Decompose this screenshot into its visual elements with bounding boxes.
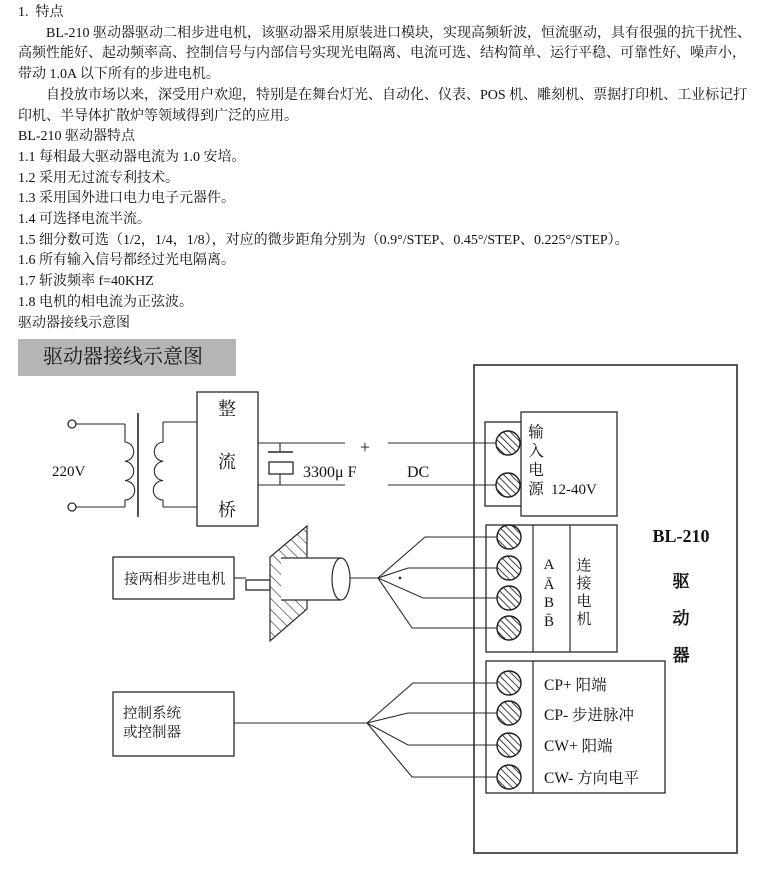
motor-connect-char: 机 [576, 612, 592, 628]
screw-terminal-icon [497, 525, 521, 549]
wire [378, 568, 497, 578]
wire [367, 713, 497, 723]
ac-terminal-icon [68, 420, 76, 428]
power-label-char: 源 [528, 481, 544, 498]
rectifier-bridge-box [197, 392, 258, 526]
doc-line: 驱动器接线示意图 [18, 315, 130, 331]
control-terminal-label: CW+ 阳端 [544, 738, 613, 755]
rectifier-char: 整 [218, 399, 236, 419]
power-label-char: 入 [528, 443, 544, 460]
phase-label: Ā [543, 577, 555, 593]
doc-line: 1.5 细分数可选（1/2，1/4，1/8），对应的微步距角分别为（0.9°/STEP、0.45°/STEP、0.225°/STEP）。 [18, 232, 629, 248]
capacitor-value-label: 3300μ F [303, 464, 357, 481]
doc-line: 1.8 电机的相电流为正弦波。 [18, 294, 193, 310]
secondary-coil-icon [153, 422, 163, 507]
doc-line: BL-210 驱动器特点 [18, 129, 136, 145]
phase-label: B̄ [543, 614, 555, 630]
diagram-title: 驱动器接线示意图 [43, 346, 203, 368]
doc-line: 1.7 斩波频率 f=40KHZ [18, 274, 154, 290]
doc-line: 高频性能好、起动频率高、控制信号与内部信号实现光电隔离、电流可选、结构简单、运行平稳、可靠性好、噪声小， [18, 46, 746, 62]
screw-terminal-icon [497, 556, 521, 580]
motor-terminal-block [486, 525, 617, 652]
control-terminal-label: CW- 方向电平 [544, 770, 640, 787]
plus-sign: + [359, 437, 371, 457]
primary-coil-icon [125, 424, 135, 507]
doc-line: 1.2 采用无过流专利技术。 [18, 170, 179, 186]
screw-terminal-icon [497, 733, 521, 757]
screw-terminal-icon [497, 701, 521, 725]
transformer-symbol [52, 413, 197, 517]
motor-label: 接两相步进电机 [124, 572, 226, 588]
voltage-range-label: 12-40V [551, 482, 597, 498]
driver-model: BL-210 [652, 526, 710, 546]
screw-terminal-icon [497, 671, 521, 695]
electrolytic-capacitor-icon [268, 443, 293, 485]
phase-label: A [543, 557, 555, 573]
motor-connect-char: 接 [576, 576, 592, 592]
doc-line: BL-210 驱动器驱动二相步进电机，该驱动器采用原装进口模块，实现高频斩波，恒流驱动，具有很强的抗干扰性、 [18, 25, 752, 41]
doc-line: 带动 1.0A 以下所有的步进电机。 [18, 67, 220, 83]
screw-terminal-icon [497, 616, 521, 640]
voltage-label: 220V [52, 464, 86, 480]
power-label-char: 输 [528, 424, 544, 441]
doc-line: 1. 特点 [18, 5, 64, 20]
doc-line: 自投放市场以来，深受用户欢迎，特别是在舞台灯光、自动化、仪表、POS 机、雕刻机、票据打印机、工业标记打 [18, 87, 748, 103]
ac-terminal-icon [68, 503, 76, 511]
doc-line: 1.6 所有输入信号都经过光电隔离。 [18, 253, 235, 269]
wire [367, 723, 497, 745]
screw-terminal-icon [497, 586, 521, 610]
stepper-motor-drawing [113, 526, 350, 641]
control-system-box [113, 683, 497, 777]
driver-name-char: 动 [672, 609, 690, 628]
rectifier-char: 桥 [218, 500, 236, 520]
driver-name-char: 器 [672, 646, 690, 665]
dc-bus [258, 437, 496, 485]
power-label-char: 电 [528, 462, 544, 479]
shaft-coupling-icon [246, 580, 270, 590]
doc-line: 1.4 可选择电流半流。 [18, 212, 151, 228]
dot [399, 577, 402, 580]
motor-connect-char: 电 [576, 594, 592, 610]
motor-wiring [350, 537, 497, 628]
control-box-line: 控制系统 [123, 706, 181, 722]
screw-terminal-icon [496, 431, 520, 455]
motor-connect-char: 连 [576, 558, 592, 574]
phase-label: B [543, 595, 555, 611]
screw-terminal-icon [497, 765, 521, 789]
driver-name-char: 驱 [672, 572, 690, 591]
doc-line: 印机、半导体扩散炉等领域得到广泛的应用。 [18, 108, 298, 124]
power-input-terminal-block [485, 412, 617, 516]
control-terminal-label: CP- 步进脉冲 [544, 707, 634, 724]
control-box-line: 或控制器 [123, 725, 181, 741]
wire [367, 723, 497, 777]
control-terminal-label: CP+ 阳端 [544, 677, 607, 694]
doc-line: 1.1 每相最大驱动器电流为 1.0 安培。 [18, 149, 246, 165]
rectifier-char: 流 [218, 452, 236, 472]
dc-label: DC [407, 464, 430, 481]
motor-end-cap-icon [332, 558, 350, 600]
doc-line: 1.3 采用国外进口电力电子元器件。 [18, 191, 235, 207]
wire [378, 578, 497, 598]
control-terminal-block [486, 661, 665, 793]
wire [367, 683, 497, 723]
driver-model-label [652, 526, 709, 665]
screw-terminal-icon [496, 473, 520, 497]
